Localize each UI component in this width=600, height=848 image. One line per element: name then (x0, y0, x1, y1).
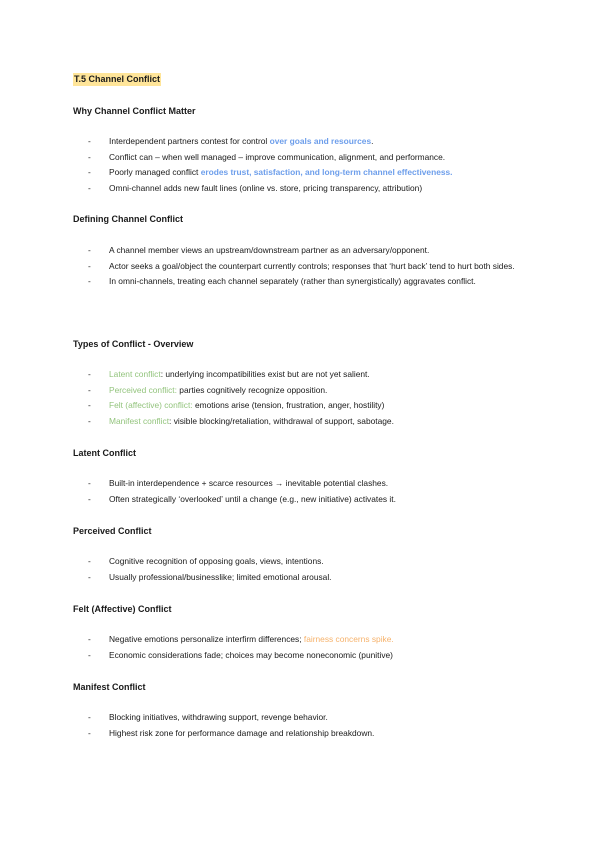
section-heading-defining-channel-conflict: Defining Channel Conflict (73, 214, 183, 224)
bullet-dash: - (88, 276, 91, 286)
bullet-dash: - (88, 136, 91, 146)
bullet-text: : visible blocking/retaliation, withdrawal of support, sabotage. (169, 415, 394, 426)
bullet-text: Highest risk zone for performance damage and relationship breakdown. (109, 727, 375, 738)
bullet-text: Often strategically ‘overlooked’ until a change (e.g., new initiative) activates it. (109, 493, 396, 504)
highlighted-text: fairness concerns spike. (303, 634, 394, 644)
bullet-dash: - (88, 369, 91, 379)
list-item (88, 476, 528, 492)
bullet-list-why-channel-conflict (88, 134, 528, 196)
bullet-dash: - (88, 649, 91, 660)
highlighted-text: erodes trust, satisfaction, and long-term channel effectiveness. (200, 167, 453, 177)
bullet-list-perceived-conflict (88, 554, 528, 585)
bullet-dash: - (88, 493, 91, 504)
list-item (88, 181, 528, 197)
highlighted-text: Felt (affective) conflict: (109, 400, 193, 410)
bullet-list-defining-channel-conflict (88, 243, 528, 290)
bullet-text: emotions arise (tension, frustration, anger, hostility) (192, 400, 385, 410)
bullet-list-types-of-conflict (88, 367, 528, 429)
bullet-dash: - (88, 260, 91, 271)
list-item (88, 710, 528, 726)
bullet-dash: - (88, 727, 91, 738)
section-heading-why-channel-conflict: Why Channel Conflict Matter (73, 106, 196, 116)
list-item (88, 165, 528, 181)
bullet-dash: - (88, 571, 91, 582)
list-item (88, 383, 528, 399)
list-item (88, 648, 528, 664)
bullet-list-felt-conflict (88, 632, 528, 663)
list-item (88, 274, 528, 290)
bullet-text: Poorly managed conflict (109, 167, 201, 177)
bullet-text: Blocking initiatives, withdrawing support, revenge behavior. (109, 712, 328, 722)
bullet-text: In omni-channels, treating each channel separately (rather than synergistically) aggravates conflict. (109, 276, 476, 286)
bullet-text: parties cognitively recognize opposition. (176, 384, 328, 395)
list-item (88, 243, 528, 259)
bullet-text: . (371, 136, 374, 146)
bullet-text: Negative emotions personalize interfirm differences; (109, 634, 304, 644)
highlighted-text: Perceived conflict: (109, 384, 177, 395)
bullet-text: A channel member views an upstream/downstream partner as an adversary/opponent. (109, 245, 430, 255)
list-item (88, 259, 528, 275)
bullet-dash: - (88, 400, 91, 410)
bullet-text: : underlying incompatibilities exist but are not yet salient. (160, 369, 370, 379)
page-title: T.5 Channel Conflict (74, 74, 161, 84)
bullet-dash: - (88, 415, 91, 426)
bullet-dash: - (88, 182, 91, 193)
bullet-text: Interdependent partners contest for control (109, 136, 270, 146)
bullet-dash: - (88, 478, 91, 488)
bullet-dash: - (88, 167, 91, 177)
bullet-text: Usually professional/businesslike; limited emotional arousal. (109, 571, 332, 582)
list-item (88, 150, 528, 166)
list-item (88, 570, 528, 586)
highlighted-text: Latent conflict (109, 369, 161, 379)
bullet-text: Cognitive recognition of opposing goals, views, intentions. (109, 556, 324, 566)
list-item (88, 632, 528, 648)
bullet-list-manifest-conflict (88, 710, 528, 741)
bullet-dash: - (88, 151, 91, 162)
bullet-dash: - (88, 245, 91, 255)
list-item (88, 398, 528, 414)
section-heading-types-of-conflict: Types of Conflict - Overview (73, 339, 194, 349)
section-heading-felt-conflict: Felt (Affective) Conflict (73, 604, 172, 614)
bullet-list-latent-conflict (88, 476, 528, 507)
bullet-text: Actor seeks a goal/object the counterpart currently controls; responses that ‘hurt back’ tend to hurt both sides. (109, 260, 515, 271)
section-heading-manifest-conflict: Manifest Conflict (73, 682, 146, 692)
section-heading-perceived-conflict: Perceived Conflict (73, 526, 152, 536)
list-item (88, 726, 528, 742)
list-item (88, 414, 528, 430)
list-item (88, 554, 528, 570)
highlighted-text: Manifest conflict (109, 415, 170, 426)
section-heading-latent-conflict: Latent Conflict (73, 448, 136, 458)
bullet-dash: - (88, 556, 91, 566)
bullet-text: Built-in interdependence + scarce resources → inevitable potential clashes. (109, 478, 389, 488)
bullet-text: Economic considerations fade; choices may become noneconomic (punitive) (109, 649, 393, 660)
bullet-text: Conflict can – when well managed – improve communication, alignment, and performance. (109, 151, 446, 162)
bullet-text: Omni-channel adds new fault lines (online vs. store, pricing transparency, attribution) (109, 182, 423, 193)
list-item (88, 367, 528, 383)
highlighted-text: over goals and resources (269, 136, 372, 146)
bullet-dash: - (88, 384, 91, 395)
bullet-dash: - (88, 712, 91, 722)
list-item (88, 134, 528, 150)
list-item (88, 492, 528, 508)
bullet-dash: - (88, 634, 91, 644)
